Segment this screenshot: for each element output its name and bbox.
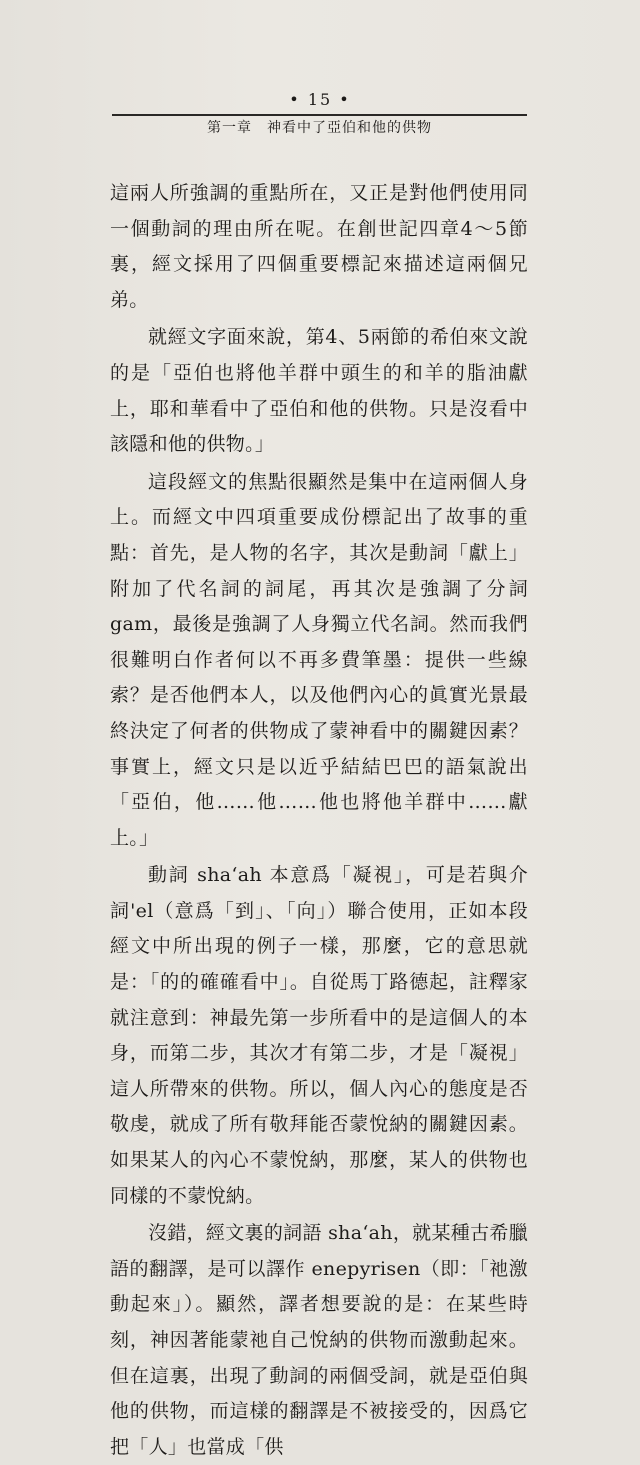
paragraph-2: 就經文字面來說，第4、5兩節的希伯來文說的是「亞伯也將他羊群中頭生的和羊的脂油獻上，耶和華看中了亞伯和他的供物。只是沒看中該隱和他的供物。」: [110, 326, 528, 456]
body-text: [110, 176, 528, 1465]
paragraph-5: 沒錯，經文裏的詞語 sha‘ah，就某種古希臘語的翻譯，是可以譯作 enepyrisen（即：「祂激動起來」）。顯然，譯者想要說的是：在某些時刻，神因著能蒙祂自己悅納的供物而激動起來。但在這裏，出現了動詞的兩個受詞，就是亞伯與他的供物，而這樣的翻譯是不被接受的，因爲它把「人」也當成「供: [110, 1222, 528, 1458]
paragraph-1: 這兩人所強調的重點所在，又正是對他們使用同一個動詞的理由所在呢。在創世記四章4～5節裏，經文採用了四個重要標記來描述這兩個兄弟。: [110, 182, 528, 311]
paragraph-3: 這段經文的焦點很顯然是集中在這兩個人身上。而經文中四項重要成份標記出了故事的重點：首先，是人物的名字，其次是動詞「獻上」附加了代名詞的詞尾，再其次是強調了分詞gam，最後是強調了人身獨立代名詞。然而我們很難明白作者何以不再多費筆墨：提供一些線索？是否他們本人，以及他們內心的眞實光景最終決定了何者的供物成了蒙神看中的關鍵因素？事實上，經文只是以近乎結結巴巴的語氣說出「亞伯，他……他……他也將他羊群中……獻上。」: [110, 470, 528, 849]
page-number: • 15 •: [289, 90, 351, 109]
running-header: 第一章 神看中了亞伯和他的供物: [112, 114, 527, 150]
paragraph-4: 動詞 sha‘ah 本意爲「凝視」，可是若與介詞'el（意爲「到」、「向」）聯合使用，正如本段經文中所出現的例子一樣，那麼，它的意思就是：「的的確確看中」。自從馬丁路德起，註釋家就注意到：神最先第一步所看中的是這個人的本身，而第二步，其次才有第二步，才是「凝視」這人所帶來的供物。所以，個人內心的態度是否敬虔，就成了所有敬拜能否蒙悅納的關鍵因素。如果某人的內心不蒙悅納，那麼，某人的供物也同樣的不蒙悅納。: [110, 864, 528, 1207]
